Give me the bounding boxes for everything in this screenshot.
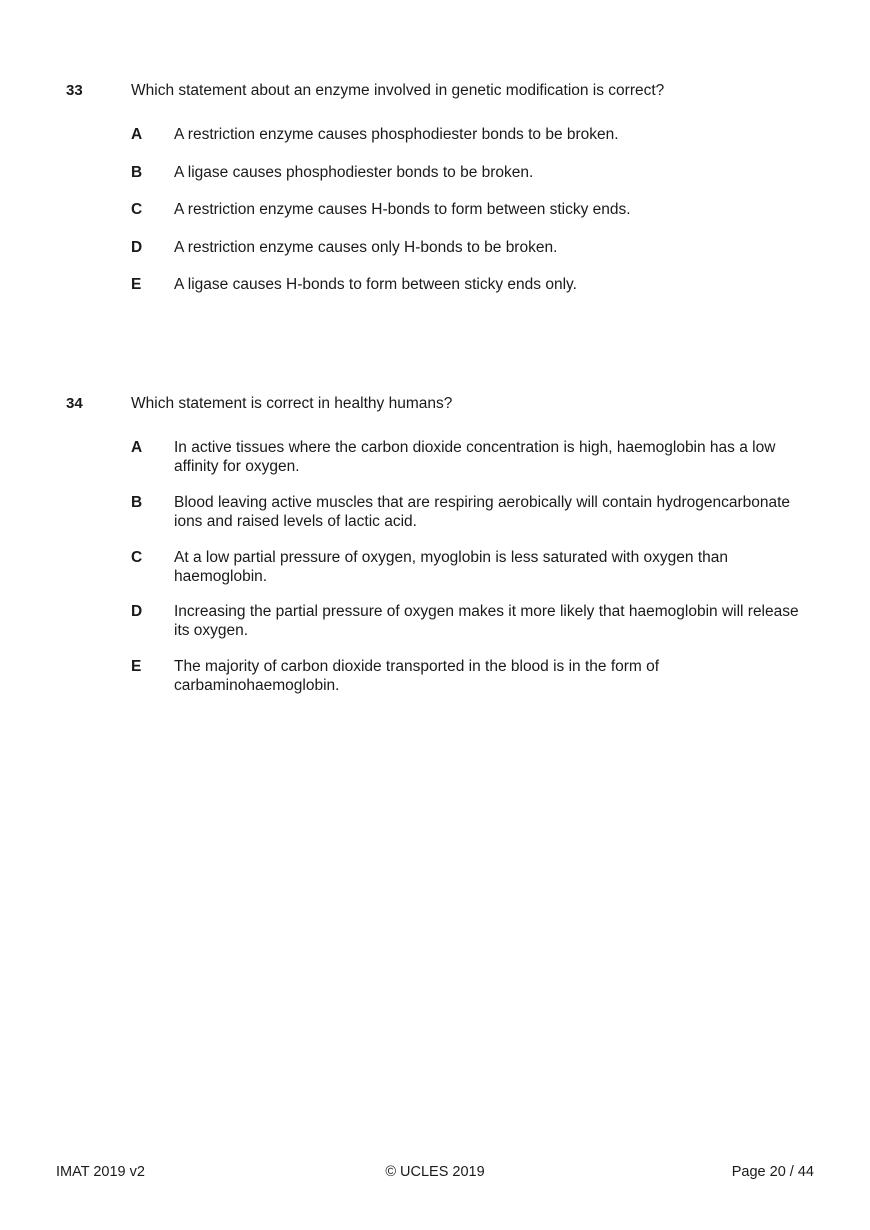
footer-copyright: © UCLES 2019 (385, 1164, 485, 1180)
question-number: 34 (66, 395, 83, 412)
option-text: Increasing the partial pressure of oxygen makes it more likely that haemoglobin will release its oxygen. (174, 603, 799, 639)
option-letter: A (131, 126, 143, 143)
option-letter: E (131, 658, 142, 675)
option-text: A ligase causes phosphodiester bonds to be broken. (174, 164, 534, 181)
option-letter: E (131, 276, 142, 293)
option-letter: D (131, 239, 143, 256)
option-letter: D (131, 603, 143, 620)
option-letter: B (131, 494, 143, 511)
option-text: In active tissues where the carbon dioxide concentration is high, haemoglobin has a low affinity for oxygen. (174, 439, 776, 475)
option-letter: C (131, 549, 143, 566)
question-stem: Which statement about an enzyme involved in genetic modification is correct? (131, 82, 665, 99)
question-stem: Which statement is correct in healthy humans? (131, 395, 453, 412)
option-text: The majority of carbon dioxide transported in the blood is in the form of carbaminohaemoglobin. (174, 658, 660, 694)
question-number: 33 (66, 82, 83, 99)
option-letter: A (131, 439, 143, 456)
option-text: A restriction enzyme causes H-bonds to form between sticky ends. (174, 201, 631, 218)
option-text: At a low partial pressure of oxygen, myoglobin is less saturated with oxygen than haemoglobin. (174, 549, 728, 585)
footer-page-number: Page 20 / 44 (731, 1164, 814, 1180)
option-text: A restriction enzyme causes only H-bonds to be broken. (174, 239, 558, 256)
footer-exam-id: IMAT 2019 v2 (56, 1164, 145, 1180)
option-text: A ligase causes H-bonds to form between sticky ends only. (174, 276, 577, 293)
option-letter: B (131, 164, 143, 181)
option-text: A restriction enzyme causes phosphodiester bonds to be broken. (174, 126, 619, 143)
option-text: Blood leaving active muscles that are respiring aerobically will contain hydrogencarbonate ions and raised levels of lactic acid. (174, 494, 791, 530)
option-letter: C (131, 201, 143, 218)
